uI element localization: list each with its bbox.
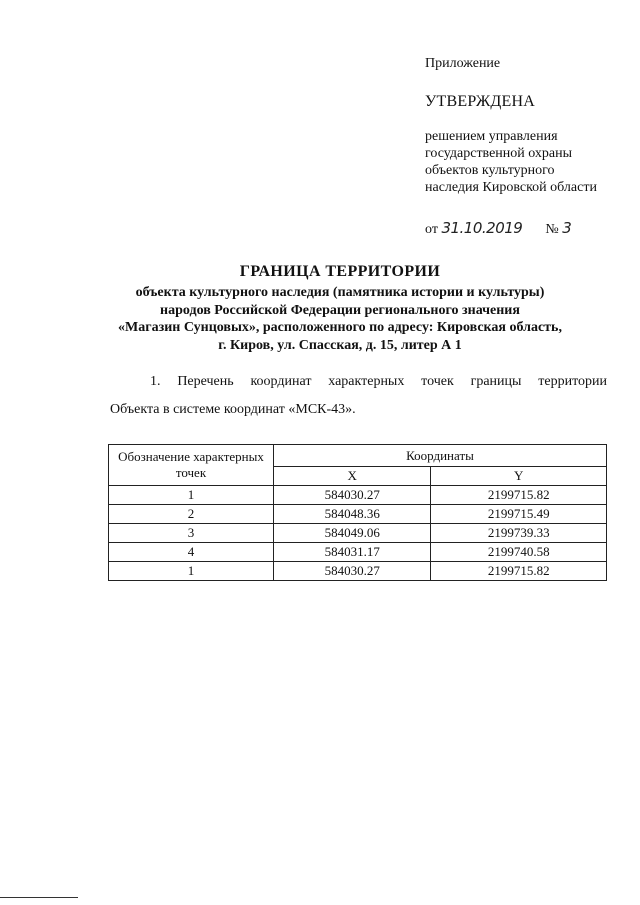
cell-y: 2199715.82 xyxy=(431,486,607,505)
date-prefix: от xyxy=(425,222,438,237)
approval-block xyxy=(425,55,597,237)
table-row xyxy=(109,543,607,562)
table-row xyxy=(109,524,607,543)
cell-y: 2199739.33 xyxy=(431,524,607,543)
header-y: Y xyxy=(431,467,607,486)
header-designation: Обозначение характерных точек xyxy=(109,445,274,486)
cell-y: 2199740.58 xyxy=(431,543,607,562)
table-row xyxy=(109,562,607,581)
table-row xyxy=(109,486,607,505)
approved-label: УТВЕРЖДЕНА xyxy=(425,93,536,110)
cell-x: 584049.06 xyxy=(274,524,431,543)
subtitle-line: объекта культурного наследия (памятника истории и культуры) xyxy=(135,285,545,300)
coordinates-paragraph xyxy=(110,368,607,424)
cell-y: 2199715.82 xyxy=(431,562,607,581)
decision-line: наследия Кировской области xyxy=(425,180,597,195)
decision-line: решением управления xyxy=(425,129,558,144)
date-line xyxy=(425,220,571,238)
paragraph-line: Объекта в системе координат «МСК-43». xyxy=(110,402,356,417)
document-title: ГРАНИЦА ТЕРРИТОРИИ xyxy=(239,263,441,280)
cell-point: 3 xyxy=(109,524,274,543)
cell-x: 584030.27 xyxy=(274,562,431,581)
header-coordinates: Координаты xyxy=(274,445,607,467)
subtitle-line: народов Российской Федерации регионального значения xyxy=(160,302,520,318)
annex-label: Приложение xyxy=(425,56,501,71)
decision-line: государственной охраны xyxy=(425,146,573,161)
cell-point: 1 xyxy=(109,562,274,581)
coordinates-table xyxy=(108,444,607,581)
subtitle-line: г. Киров, ул. Спасская, д. 15, литер А 1 xyxy=(218,337,462,353)
cell-y: 2199715.49 xyxy=(431,505,607,524)
handwritten-date: 31.10.2019 xyxy=(441,219,523,237)
decision-line: объектов культурного xyxy=(425,163,555,178)
decision-text xyxy=(425,128,625,196)
paragraph-line: 1. Перечень координат характерных точек границы территории xyxy=(150,374,607,389)
header-x: X xyxy=(274,467,431,486)
cell-x: 584048.36 xyxy=(274,505,431,524)
footnote-divider xyxy=(0,897,78,898)
table-row xyxy=(109,505,607,524)
document-subtitle xyxy=(108,284,572,354)
handwritten-number: 3 xyxy=(562,219,572,237)
cell-point: 4 xyxy=(109,543,274,562)
number-prefix: № xyxy=(545,222,559,237)
cell-point: 1 xyxy=(109,486,274,505)
cell-x: 584031.17 xyxy=(274,543,431,562)
subtitle-line: «Магазин Сунцовых», расположенного по адресу: Кировская область, xyxy=(118,320,562,335)
cell-x: 584030.27 xyxy=(274,486,431,505)
cell-point: 2 xyxy=(109,505,274,524)
